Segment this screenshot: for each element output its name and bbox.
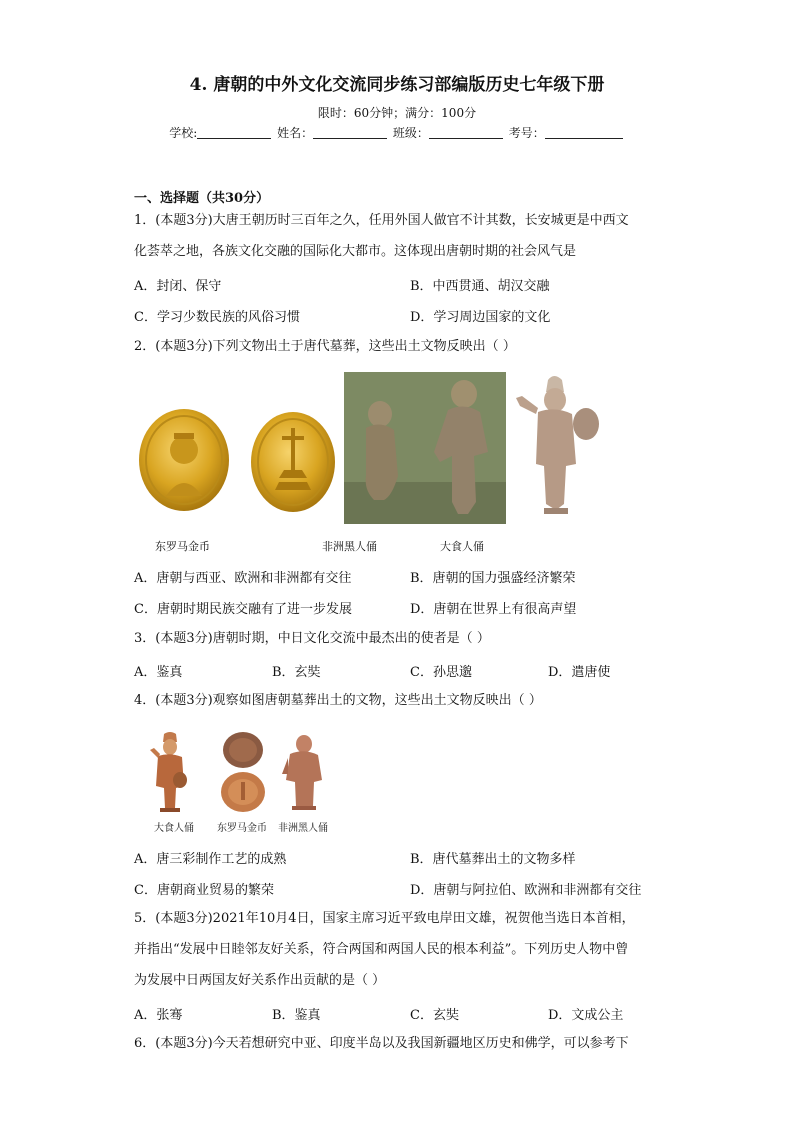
q5-option-b[interactable]: B．鉴真 <box>272 1008 321 1023</box>
q4-caption-coin: 东罗马金币 <box>217 823 267 834</box>
exam-no-label: 考号： <box>508 126 545 140</box>
q1-option-c[interactable]: C．学习少数民族的风俗习惯 <box>134 310 300 325</box>
q5-stem-line3: 为发展中日两国友好关系作出贡献的是（ ） <box>134 973 386 988</box>
arab-figurine-small-image <box>146 730 194 814</box>
q4-caption-african: 非洲黑人俑 <box>278 823 328 834</box>
q1-option-a[interactable]: A．封闭、保守 <box>134 279 222 294</box>
name-blank[interactable] <box>313 126 387 139</box>
time-score-line: 限时：60分钟；满分：100分 <box>317 106 477 120</box>
q1-option-b[interactable]: B．中西贯通、胡汉交融 <box>410 279 550 294</box>
student-info-line <box>0 124 794 141</box>
q5-option-c[interactable]: C．玄奘 <box>410 1008 459 1023</box>
school-blank[interactable] <box>197 126 271 139</box>
q3-stem: 3．(本题3分)唐朝时期，中日文化交流中最杰出的使者是（ ） <box>134 631 490 646</box>
q5-stem-line1: 5．(本题3分)2021年10月4日，国家主席习近平致电岸田文雄，祝贺他当选日本首相， <box>134 911 635 926</box>
q2-caption-african: 非洲黑人俑 <box>322 540 377 553</box>
q4-stem: 4．(本题3分)观察如图唐朝墓葬出土的文物，这些出土文物反映出（ ） <box>134 693 542 708</box>
q2-caption-arab: 大食人俑 <box>440 540 484 553</box>
q4-option-a[interactable]: A．唐三彩制作工艺的成熟 <box>134 852 287 867</box>
q2-option-c[interactable]: C．唐朝时期民族交融有了进一步发展 <box>134 602 352 617</box>
q5-option-a[interactable]: A．张骞 <box>134 1008 183 1023</box>
section-heading: 一、选择题（共30分） <box>134 191 270 206</box>
q3-option-c[interactable]: C．孙思邈 <box>410 665 472 680</box>
q1-stem-line1: 1．(本题3分)大唐王朝历时三百年之久，任用外国人做官不计其数，长安城更是中西文 <box>134 213 629 228</box>
arab-merchant-figurine-image <box>508 372 602 520</box>
q5-stem-line2: 并指出“发展中日睦邻友好关系，符合两国和两国人民的根本利益”。下列历史人物中曾 <box>134 942 629 957</box>
q3-option-b[interactable]: B．玄奘 <box>272 665 321 680</box>
african-figurine-small-image <box>278 730 328 814</box>
q4-option-d[interactable]: D．唐朝与阿拉伯、欧洲和非洲都有交往 <box>410 883 642 898</box>
q4-option-b[interactable]: B．唐代墓葬出土的文物多样 <box>410 852 576 867</box>
q2-option-d[interactable]: D．唐朝在世界上有很高声望 <box>410 602 577 617</box>
q1-option-d[interactable]: D．学习周边国家的文化 <box>410 310 551 325</box>
school-label: 学校: <box>169 126 198 140</box>
name-label: 姓名： <box>277 126 314 140</box>
q2-stem: 2．(本题3分)下列文物出土于唐代墓葬，这些出土文物反映出（ ） <box>134 339 516 354</box>
roman-gold-coins-image <box>136 400 340 520</box>
roman-coins-small-image <box>214 730 272 814</box>
q3-option-d[interactable]: D．遣唐使 <box>548 665 611 680</box>
q2-caption-coin: 东罗马金币 <box>155 540 210 553</box>
q6-stem-line1: 6．(本题3分)今天若想研究中亚、印度半岛以及我国新疆地区历史和佛学，可以参考下 <box>134 1036 629 1051</box>
page-title: 4. 唐朝的中外文化交流同步练习部编版历史七年级下册 <box>189 75 605 95</box>
exam-no-blank[interactable] <box>545 126 623 139</box>
q5-option-d[interactable]: D．文成公主 <box>548 1008 624 1023</box>
q2-option-a[interactable]: A．唐朝与西亚、欧洲和非洲都有交往 <box>134 571 352 586</box>
q4-option-c[interactable]: C．唐朝商业贸易的繁荣 <box>134 883 274 898</box>
class-blank[interactable] <box>429 126 503 139</box>
class-label: 班级： <box>392 126 429 140</box>
q3-option-a[interactable]: A．鉴真 <box>134 665 183 680</box>
african-figurines-photo <box>344 372 506 524</box>
q2-option-b[interactable]: B．唐朝的国力强盛经济繁荣 <box>410 571 576 586</box>
q1-stem-line2: 化荟萃之地，各族文化交融的国际化大都市。这体现出唐朝时期的社会风气是 <box>134 244 577 259</box>
q4-caption-arab: 大食人俑 <box>154 823 194 834</box>
